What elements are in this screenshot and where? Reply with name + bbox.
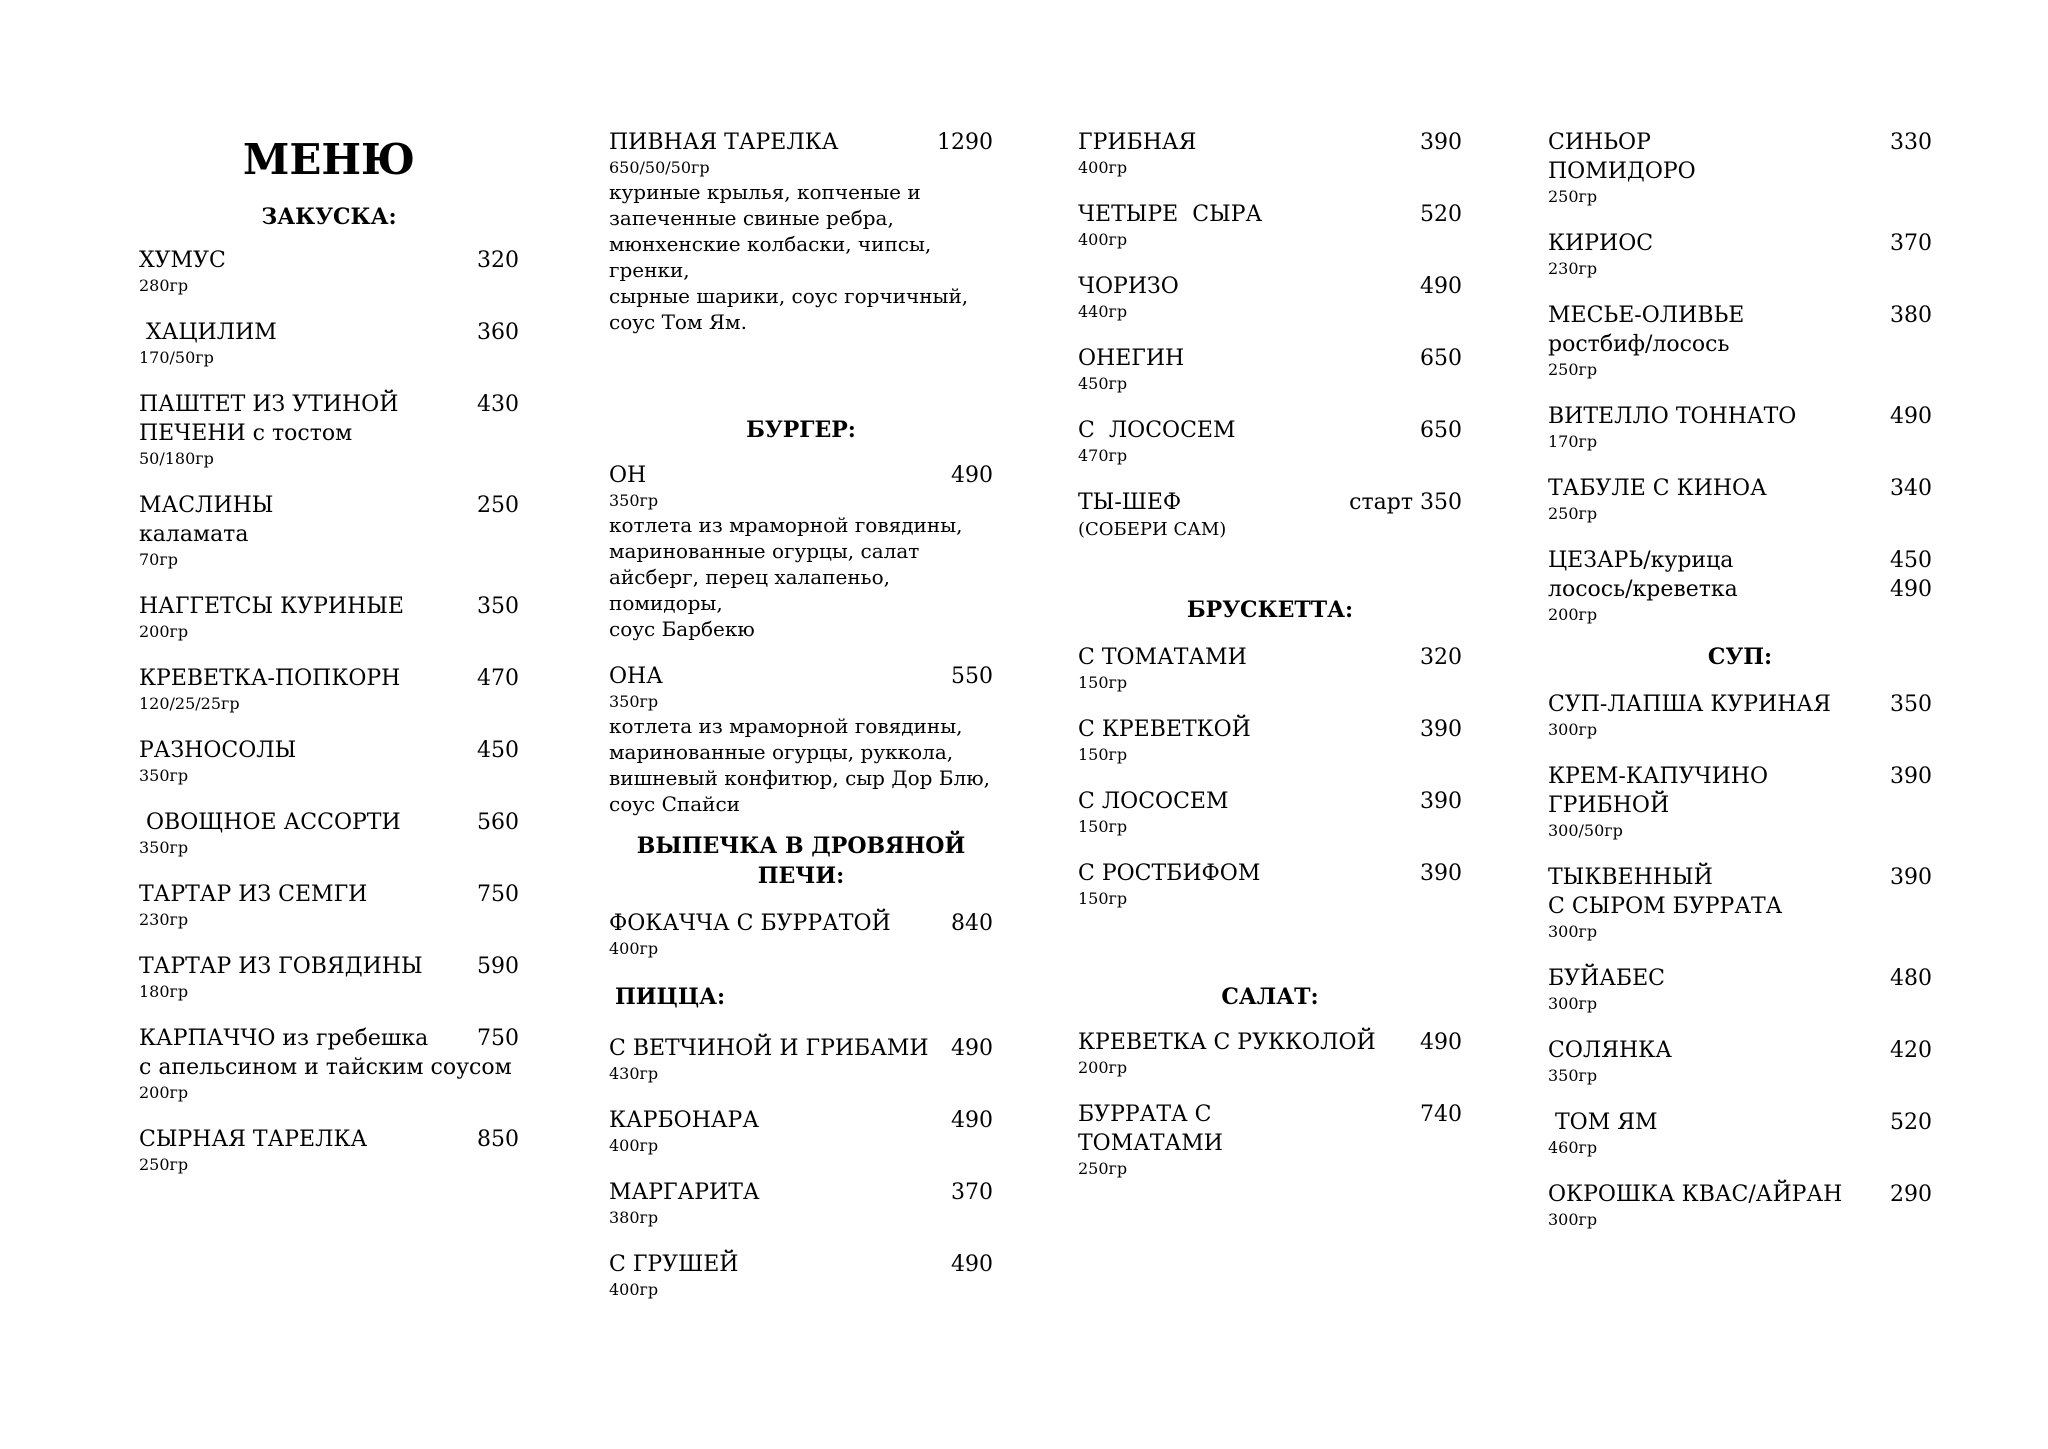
menu-item xyxy=(1548,128,1932,208)
item-weight: 70гр xyxy=(139,550,178,569)
item-price: 350 xyxy=(1890,692,1932,717)
item-name: ГРИБНАЯ xyxy=(1078,130,1197,155)
item-price: 320 xyxy=(1420,645,1462,670)
item-weight: 250гр xyxy=(139,1155,189,1174)
item-name: ХАЦИЛИМ xyxy=(139,320,277,345)
menu-item xyxy=(1548,1180,1932,1231)
item-name: ОНА xyxy=(609,664,663,689)
item-weight: 350гр xyxy=(139,766,189,785)
item-price: 650 xyxy=(1420,418,1462,443)
item-weight: 170/50гр xyxy=(139,348,214,367)
item-price: 390 xyxy=(1420,861,1462,886)
menu-item xyxy=(1548,1036,1932,1087)
item-name: СУП-ЛАПША КУРИНАЯ xyxy=(1548,692,1831,717)
item-weight: 50/180гр xyxy=(139,449,214,468)
item-price: 750 xyxy=(477,1026,519,1051)
menu-item xyxy=(1548,474,1932,525)
item-weight: 400гр xyxy=(1078,158,1128,177)
menu-item xyxy=(1548,229,1932,280)
item-weight: 300гр xyxy=(1548,1210,1598,1229)
item-name: БУРРАТА С ТОМАТАМИ xyxy=(1078,1102,1223,1156)
menu-item xyxy=(139,246,519,297)
item-name: КРЕВЕТКА-ПОПКОРН xyxy=(139,666,401,691)
item-weight: 280гр xyxy=(139,276,189,295)
menu-item xyxy=(609,1178,993,1229)
menu-item xyxy=(1078,787,1462,838)
item-weight: 350гр xyxy=(139,838,189,857)
item-name: С ТОМАТАМИ xyxy=(1078,645,1247,670)
item-name: ТЫКВЕННЫЙ С СЫРОМ БУРРАТА xyxy=(1548,865,1783,919)
menu-item xyxy=(1548,1108,1932,1159)
item-price: 390 xyxy=(1420,130,1462,155)
item-weight: 400гр xyxy=(1078,230,1128,249)
item-description: куриные крылья, копченые и запеченные свиные ребра, мюнхенские колбаски, чипсы, гренки, сырные шарики, соус горчичный, соус Том Ям. xyxy=(609,180,969,334)
item-name: ЦЕЗАРЬ/курица лосось/креветка xyxy=(1548,548,1738,602)
section-heading-zakuska: ЗАКУСКА: xyxy=(261,204,397,230)
menu-item xyxy=(139,390,519,470)
menu-item xyxy=(139,880,519,931)
item-weight: 250гр xyxy=(1078,1159,1128,1178)
item-price: 490 xyxy=(951,1252,993,1277)
menu-item xyxy=(1548,690,1932,741)
item-price: 450 xyxy=(477,738,519,763)
item-weight: 250гр xyxy=(1548,504,1598,523)
item-price: 490 xyxy=(951,1108,993,1133)
item-description: котлета из мраморной говядины, маринованные огурцы, руккола, вишневый конфитюр, сыр Дор Блю, соус Спайси xyxy=(609,714,990,816)
item-weight: 150гр xyxy=(1078,889,1128,908)
column-3 xyxy=(1078,128,1462,1180)
item-price: 250 xyxy=(477,493,519,518)
item-weight: 200гр xyxy=(1078,1058,1128,1077)
item-name: ОКРОШКА КВАС/АЙРАН xyxy=(1548,1182,1843,1207)
item-name: С ВЕТЧИНОЙ И ГРИБАМИ xyxy=(609,1036,929,1061)
item-price: 520 xyxy=(1890,1110,1932,1135)
item-name: ВИТЕЛЛО ТОННАТО xyxy=(1548,404,1797,429)
item-weight: 460гр xyxy=(1548,1138,1598,1157)
item-name: С ГРУШЕЙ xyxy=(609,1252,739,1277)
menu-item xyxy=(609,909,993,960)
item-weight: 300гр xyxy=(1548,994,1598,1013)
item-weight: 170гр xyxy=(1548,432,1598,451)
menu-item xyxy=(609,1106,993,1157)
item-weight: 300гр xyxy=(1548,720,1598,739)
item-price: старт 350 xyxy=(1349,490,1462,515)
item-name: ОВОЩНОЕ АССОРТИ xyxy=(139,810,401,835)
item-name: КРЕВЕТКА С РУККОЛОЙ xyxy=(1078,1030,1376,1055)
item-price: 490 xyxy=(951,1036,993,1061)
column-4 xyxy=(1548,128,1932,1231)
item-name: ТАБУЛЕ С КИНОА xyxy=(1548,476,1767,501)
item-name: ПАШТЕТ ИЗ УТИНОЙ ПЕЧЕНИ с тостом xyxy=(139,392,399,446)
item-weight: 400гр xyxy=(609,939,659,958)
item-price: 650 xyxy=(1420,346,1462,371)
item-price: 490 xyxy=(1890,404,1932,429)
menu-item xyxy=(1078,200,1462,251)
item-price: 750 xyxy=(477,882,519,907)
item-name: С КРЕВЕТКОЙ xyxy=(1078,717,1251,742)
item-description: котлета из мраморной говядины, маринованные огурцы, салат айсберг, перец халапеньо, помидоры, соус Барбекю xyxy=(609,513,963,641)
item-name: СЫРНАЯ ТАРЕЛКА xyxy=(139,1127,368,1152)
item-name: КИРИОС xyxy=(1548,231,1654,256)
item-weight: 150гр xyxy=(1078,745,1128,764)
menu-item xyxy=(1078,416,1462,467)
item-name: ОНЕГИН xyxy=(1078,346,1185,371)
item-weight: 150гр xyxy=(1078,817,1128,836)
item-name: ФОКАЧЧА С БУРРАТОЙ xyxy=(609,911,891,936)
item-name: СОЛЯНКА xyxy=(1548,1038,1672,1063)
menu-item xyxy=(1078,344,1462,395)
item-weight: 230гр xyxy=(139,910,189,929)
item-price: 470 xyxy=(477,666,519,691)
menu-item xyxy=(139,1024,519,1104)
item-weight: 400гр xyxy=(609,1280,659,1299)
item-price: 560 xyxy=(477,810,519,835)
menu-item xyxy=(1078,1100,1462,1180)
item-weight: 430гр xyxy=(609,1064,659,1083)
item-name: РАЗНОСОЛЫ xyxy=(139,738,297,763)
item-name: ЧОРИЗО xyxy=(1078,274,1179,299)
section-heading-salad: САЛАТ: xyxy=(1221,984,1319,1010)
item-weight: 380гр xyxy=(609,1208,659,1227)
item-name: ОН xyxy=(609,463,647,488)
item-weight: 150гр xyxy=(1078,673,1128,692)
item-price: 370 xyxy=(1890,231,1932,256)
item-price: 550 xyxy=(951,664,993,689)
item-name: КАРБОНАРА xyxy=(609,1108,760,1133)
menu-item xyxy=(1078,272,1462,323)
item-price: 430 xyxy=(477,392,519,417)
item-price: 370 xyxy=(951,1180,993,1205)
item-price: 740 xyxy=(1420,1102,1462,1127)
item-weight: 450гр xyxy=(1078,374,1128,393)
menu-item xyxy=(139,664,519,715)
item-name: ПИВНАЯ ТАРЕЛКА xyxy=(609,130,839,155)
menu-item xyxy=(139,736,519,787)
section-heading-bruschetta: БРУСКЕТТА: xyxy=(1186,597,1354,623)
menu-item xyxy=(1078,1028,1462,1079)
item-price: 320 xyxy=(477,248,519,273)
column-2 xyxy=(609,128,993,1301)
menu-item xyxy=(1548,402,1932,453)
section-heading-pizza: ПИЦЦА: xyxy=(615,984,726,1010)
menu-item xyxy=(609,461,993,642)
item-price: 490 xyxy=(1420,274,1462,299)
menu-item xyxy=(139,1125,519,1176)
item-name: С ЛОСОСЕМ xyxy=(1078,418,1236,443)
item-weight: 200гр xyxy=(139,622,189,641)
menu-item xyxy=(1548,863,1932,943)
item-weight: 350гр xyxy=(609,491,659,510)
item-weight: 200гр xyxy=(139,1083,189,1102)
item-name: ТЫ-ШЕФ xyxy=(1078,490,1182,515)
item-weight: 400гр xyxy=(609,1136,659,1155)
item-extra: с апельсином и тайским соусом xyxy=(139,1055,512,1080)
item-price: 390 xyxy=(1890,764,1932,789)
item-price: 490 xyxy=(951,463,993,488)
item-weight: 250гр xyxy=(1548,360,1598,379)
menu-item xyxy=(1548,546,1932,626)
item-weight: 200гр xyxy=(1548,605,1598,624)
item-weight: 230гр xyxy=(1548,259,1598,278)
item-name: КРЕМ-КАПУЧИНО ГРИБНОЙ xyxy=(1548,764,1769,818)
item-name: БУЙАБЕС xyxy=(1548,966,1665,991)
section-heading-soup: СУП: xyxy=(1707,644,1773,670)
item-price: 390 xyxy=(1420,789,1462,814)
menu-item xyxy=(1078,715,1462,766)
item-weight: 300гр xyxy=(1548,922,1598,941)
menu-item xyxy=(139,808,519,859)
item-price: 490 xyxy=(1420,1030,1462,1055)
item-name: МАРГАРИТА xyxy=(609,1180,760,1205)
item-weight: 300/50гр xyxy=(1548,821,1623,840)
item-weight: 250гр xyxy=(1548,187,1598,206)
section-heading-bakery: ВЫПЕЧКА В ДРОВЯНОЙ ПЕЧИ: xyxy=(636,833,966,889)
menu-item xyxy=(1078,859,1462,910)
item-name: КАРПАЧЧО из гребешка xyxy=(139,1026,429,1051)
item-price: 840 xyxy=(951,911,993,936)
item-price: 390 xyxy=(1890,865,1932,890)
menu-item xyxy=(139,491,519,571)
item-name: ТАРТАР ИЗ ГОВЯДИНЫ xyxy=(139,954,423,979)
item-name: МАСЛИНЫ каламата xyxy=(139,493,274,547)
section-heading-burger: БУРГЕР: xyxy=(746,417,856,443)
page-title: МЕНЮ xyxy=(242,135,416,184)
menu-item xyxy=(1548,301,1932,381)
item-name: ТАРТАР ИЗ СЕМГИ xyxy=(139,882,368,907)
menu-item xyxy=(139,952,519,1003)
item-price: 520 xyxy=(1420,202,1462,227)
column-1 xyxy=(139,128,519,1176)
menu-item xyxy=(609,1250,993,1301)
item-weight: 180гр xyxy=(139,982,189,1001)
item-weight: 440гр xyxy=(1078,302,1128,321)
menu-item xyxy=(1078,488,1462,543)
item-weight: 350гр xyxy=(609,692,659,711)
item-price: 1290 xyxy=(937,130,993,155)
menu-item xyxy=(1548,964,1932,1015)
item-name: С РОСТБИФОМ xyxy=(1078,861,1261,886)
item-weight: 120/25/25гр xyxy=(139,694,240,713)
item-price: 590 xyxy=(477,954,519,979)
menu-item xyxy=(139,592,519,643)
item-price: 380 xyxy=(1890,303,1932,328)
item-name: НАГГЕТСЫ КУРИНЫЕ xyxy=(139,594,404,619)
item-name: ЧЕТЫРЕ СЫРА xyxy=(1078,202,1263,227)
item-price: 450 490 xyxy=(1890,548,1932,602)
item-name: ТОМ ЯМ xyxy=(1548,1110,1658,1135)
item-price: 350 xyxy=(477,594,519,619)
item-weight: 650/50/50гр xyxy=(609,158,710,177)
item-price: 390 xyxy=(1420,717,1462,742)
menu-item xyxy=(1078,128,1462,179)
item-price: 330 xyxy=(1890,130,1932,155)
menu-item xyxy=(139,318,519,369)
item-name: С ЛОСОСЕМ xyxy=(1078,789,1229,814)
item-price: 290 xyxy=(1890,1182,1932,1207)
item-name: ХУМУС xyxy=(139,248,226,273)
item-note: (СОБЕРИ САМ) xyxy=(1078,519,1227,540)
item-price: 420 xyxy=(1890,1038,1932,1063)
item-price: 360 xyxy=(477,320,519,345)
item-name: МЕСЬЕ-ОЛИВЬЕ ростбиф/лосось xyxy=(1548,303,1745,357)
menu-item xyxy=(609,1034,993,1085)
item-name: СИНЬОР ПОМИДОРО xyxy=(1548,130,1696,184)
item-price: 850 xyxy=(477,1127,519,1152)
menu-item xyxy=(609,662,993,817)
item-price: 340 xyxy=(1890,476,1932,501)
item-price: 480 xyxy=(1890,966,1932,991)
item-weight: 350гр xyxy=(1548,1066,1598,1085)
menu-item xyxy=(1078,643,1462,694)
menu-item-beer-plate xyxy=(609,128,993,335)
item-weight: 470гр xyxy=(1078,446,1128,465)
menu-item xyxy=(1548,762,1932,842)
